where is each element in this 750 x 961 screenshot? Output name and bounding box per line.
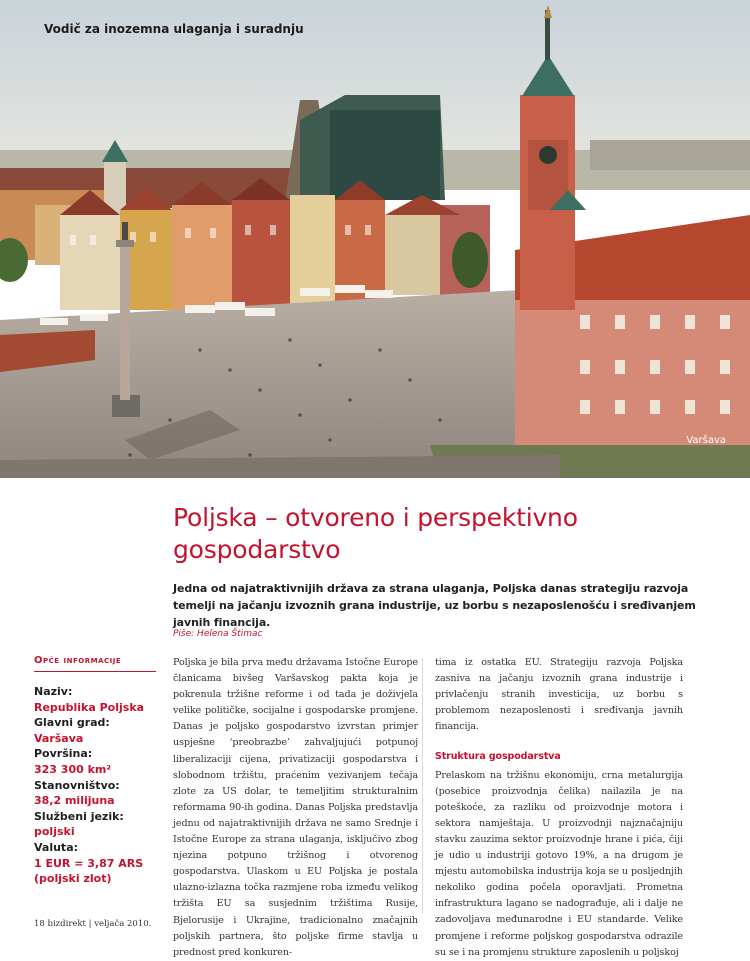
fact-label-name: Naziv: bbox=[34, 685, 73, 698]
sidebar-divider bbox=[34, 671, 156, 672]
body-paragraph-2: tima iz ostatka EU. Strategiju razvoja Poljska zasniva na jačanju izvoznih grana industrije i privlačenju stranih investicija, uz borbu s problemom nezaposlenosti i sređivanja javnih financija. bbox=[435, 657, 683, 733]
sidebar-title: Opće informacije bbox=[34, 655, 122, 666]
fact-label-language: Službeni jezik: bbox=[34, 809, 124, 823]
fact-value-area: 323 300 km² bbox=[34, 762, 112, 776]
photo-caption: Varšava bbox=[686, 435, 726, 446]
section-subheading: Struktura gospodarstva bbox=[435, 751, 561, 763]
fact-value-language: poljski bbox=[34, 825, 75, 839]
article-lead: Jedna od najatraktivnijih država za strana ulaganja, Poljska danas strategiju razvoja temelji na jačanju izvoznih grana industrije, uz borbu s nezaposlenošću i sređivanjem javnih financija. bbox=[173, 582, 696, 629]
fact-value-name: Republika Poljska bbox=[34, 700, 145, 714]
body-column-1 bbox=[173, 655, 418, 961]
article-title: Poljska – otvoreno i perspektivno gospodarstvo bbox=[173, 503, 578, 564]
body-paragraph-1: Poljska je bila prva među državama Istočne Europe članicama bivšeg Varšavskog pakta koja je pokrenula tržišne reforme i od tada je doživjela velike političke, socijalne i gospodarske promjene. Danas je poljsko gospodarstvo izvrstan primjer uspješne ‘preobrazbe’ zahvaljujući potpunoj liberalizaciji cijena, privatizaciji gospodarstva i slobodnom tržištu, praćenim vezivanjem tečaja zlote za US dolar, te temeljitim strukturalnim reformama 90-ih godina. Danas Poljska predstavlja jednu od najatraktivnijih država ne samo Srednje i Istočne Europe za strana ulaganja, isključivo zbog njezina potpuno tržišnog i otvorenog gospodarstva. Ulaskom u EU Poljska je postala ulazno-izlazna točka razmjene roba između velikog tržišta EU sa susjednim tržištima Rusije, Bjelorusije i Ukrajine, tradicionalno značajnih poljskih partnera, što poljske firme stavlja u prednost pred konkuren- bbox=[173, 657, 418, 958]
fact-label-population: Stanovništvo: bbox=[34, 778, 120, 792]
article-author: Piše: Helena Štimac bbox=[173, 629, 263, 639]
publication-kicker: Vodič za inozemna ulaganja i suradnju bbox=[44, 22, 304, 36]
hero-photo bbox=[0, 0, 750, 478]
column-divider bbox=[422, 658, 423, 913]
warsaw-old-town-illustration bbox=[0, 0, 750, 478]
body-column-2 bbox=[435, 655, 683, 961]
info-sidebar bbox=[34, 655, 156, 887]
fact-value-currency: 1 EUR = 3,87 ARS (poljski zlot) bbox=[34, 856, 144, 886]
page-footer: 18 bizdirekt | veljača 2010. bbox=[34, 919, 152, 929]
body-paragraph-3: Prelaskom na tržišnu ekonomiju, crna metalurgija (posebice proizvodnja čelika) nailazila je na poteškoće, za razliku od proizvodnje motora i sektora namještaja. U proizvodnji najznačajniju stavku zauzima sektor proizvodnje hrane i pića, čiji je udio u industriji gotovo 19%, a na drugom je mjestu automobilska industrija koja se u posljednjih nekoliko godina počela oporavljati. Prometna infrastruktura lagano se nadograđuje, ali i dalje ne zadovoljava međunarodne i EU standarde. Velike promjene i reforme poljskog gospodarstva odrazile su se i na promjenu strukture zaposlenih u poljskoj bbox=[435, 769, 683, 958]
fact-label-currency: Valuta: bbox=[34, 840, 79, 854]
fact-value-capital: Varšava bbox=[34, 731, 84, 745]
fact-label-capital: Glavni grad: bbox=[34, 716, 110, 730]
fact-value-population: 38,2 milijuna bbox=[34, 794, 115, 808]
fact-label-area: Površina: bbox=[34, 747, 93, 761]
